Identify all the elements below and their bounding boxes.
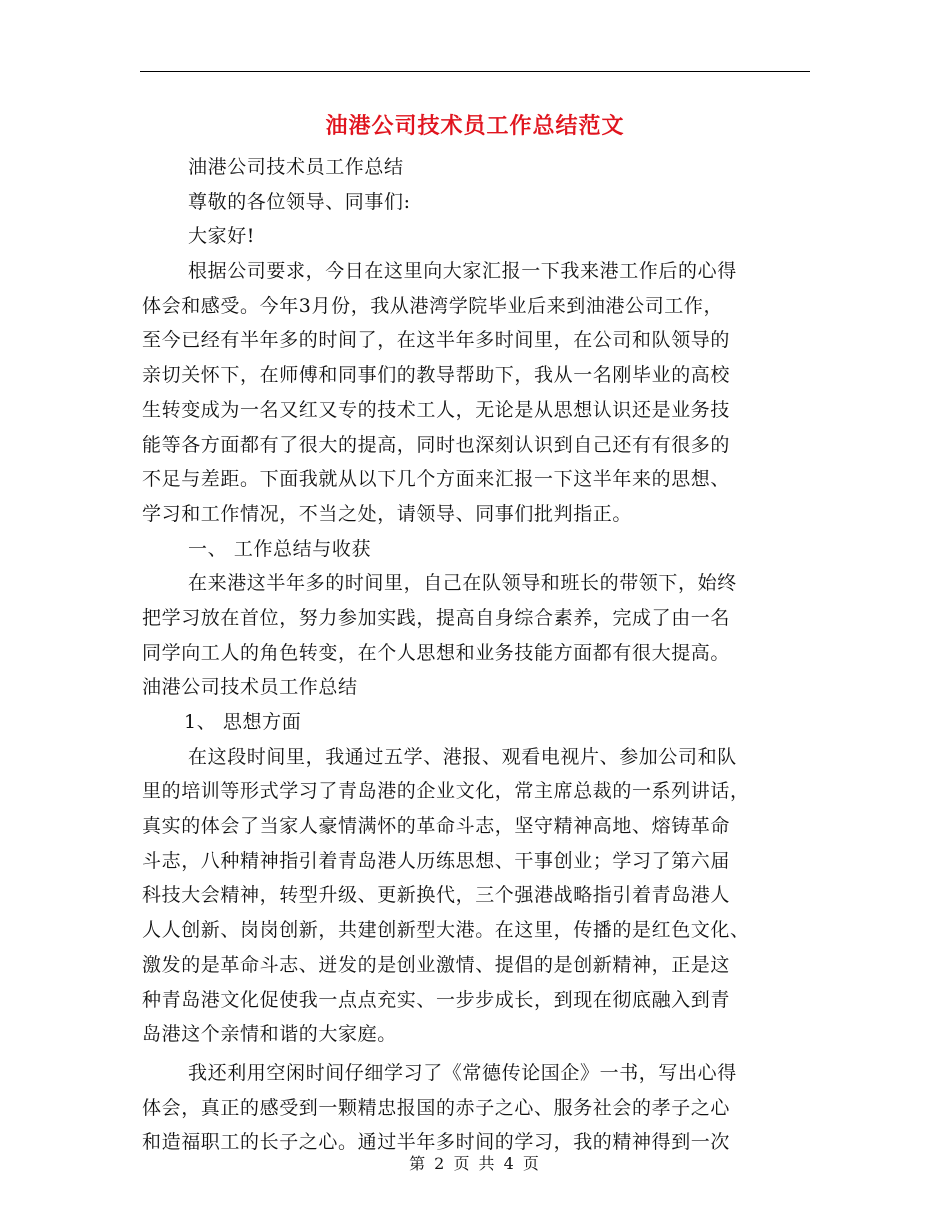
paragraph-line: 真实的体会了当家人豪情满怀的革命斗志，坚守精神高地、熔铸革命 xyxy=(142,815,731,838)
paragraph-line: 里的培训等形式学习了青岛港的企业文化，常主席总裁的一系列讲话， xyxy=(142,780,750,803)
paragraph-line: 我还利用空闲时间仔细学习了《常德传论国企》一书，写出心得 xyxy=(188,1061,737,1084)
paragraph-line: 学习和工作情况，不当之处，请领导、同事们批判指正。 xyxy=(142,502,633,525)
paragraph-line: 和造福职工的长子之心。通过半年多时间的学习，我的精神得到一次 xyxy=(142,1131,731,1154)
paragraph-line: 在来港这半年多的时间里，自己在队领导和班长的带领下，始终 xyxy=(188,572,737,595)
paragraph-line: 同学向工人的角色转变，在个人思想和业务技能方面都有很大提高。 xyxy=(142,641,731,664)
document-title: 油港公司技术员工作总结范文 xyxy=(325,113,625,139)
paragraph-line: 岛港这个亲情和谐的大家庭。 xyxy=(142,1023,397,1046)
paragraph-line: 体会和感受。今年3月份，我从港湾学院毕业后来到油港公司工作， xyxy=(142,294,724,317)
salutation-line: 尊敬的各位领导、同事们: xyxy=(188,190,411,213)
paragraph-line: 激发的是革命斗志、迸发的是创业激情、提倡的是创新精神，正是这 xyxy=(142,953,731,976)
page-number-footer: 第 2 页 共 4 页 xyxy=(409,1154,541,1173)
paragraph-line: 不足与差距。下面我就从以下几个方面来汇报一下这半年来的思想、 xyxy=(142,468,731,491)
repeated-title-line: 油港公司技术员工作总结 xyxy=(142,676,358,699)
greeting-line: 大家好! xyxy=(188,225,256,248)
paragraph-line: 把学习放在首位，努力参加实践，提高自身综合素养，完成了由一名 xyxy=(142,606,731,629)
paragraph-line: 生转变成为一名又红又专的技术工人，无论是从思想认识还是业务技 xyxy=(142,398,731,421)
paragraph-line: 科技大会精神，转型升级、更新换代，三个强港战略指引着青岛港人 xyxy=(142,884,731,907)
paragraph-line: 斗志，八种精神指引着青岛港人历练思想、干事创业；学习了第六届 xyxy=(142,849,731,872)
paragraph-line: 根据公司要求，今日在这里向大家汇报一下我来港工作后的心得 xyxy=(188,260,737,283)
paragraph-line: 体会，真正的感受到一颗精忠报国的赤子之心、服务社会的孝子之心 xyxy=(142,1096,731,1119)
section-heading: 一、 工作总结与收获 xyxy=(188,537,372,560)
subtitle-line: 油港公司技术员工作总结 xyxy=(188,156,404,178)
paragraph-line: 人人创新、岗岗创新，共建创新型大港。在这里，传播的是红色文化、 xyxy=(142,919,750,942)
paragraph-line: 在这段时间里，我通过五学、港报、观看电视片、参加公司和队 xyxy=(188,745,737,768)
paragraph-line: 种青岛港文化促使我一点点充实、一步步成长，到现在彻底融入到青 xyxy=(142,988,731,1011)
paragraph-line: 至今已经有半年多的时间了，在这半年多时间里，在公司和队领导的 xyxy=(142,329,731,352)
header-rule xyxy=(140,71,810,72)
document-body xyxy=(142,150,814,1160)
subsection-heading: 1、 思想方面 xyxy=(184,711,302,733)
paragraph-line: 能等各方面都有了很大的提高，同时也深刻认识到自己还有有很多的 xyxy=(142,433,731,456)
paragraph-line: 亲切关怀下，在师傅和同事们的教导帮助下，我从一名刚毕业的高校 xyxy=(142,364,731,387)
